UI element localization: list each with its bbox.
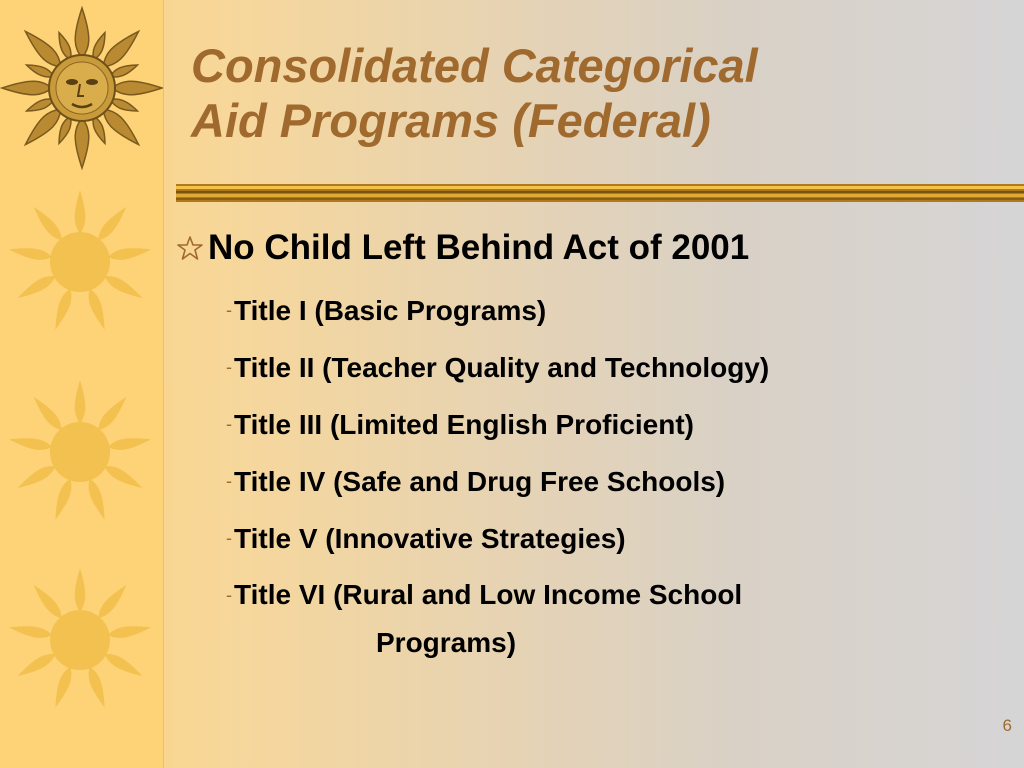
sun-icon bbox=[8, 190, 152, 331]
list-item-text: Title II (Teacher Quality and Technology) bbox=[234, 352, 770, 383]
left-decorative-strip bbox=[0, 0, 164, 768]
list-item-text bbox=[234, 571, 874, 667]
dash-marker: - bbox=[226, 300, 232, 320]
page-number: 6 bbox=[1002, 716, 1012, 735]
sun-decorations bbox=[0, 0, 163, 768]
list-item bbox=[226, 463, 874, 520]
main-bullet-text: No Child Left Behind Act of 2001 bbox=[208, 228, 750, 267]
list-item-text-line-2: Programs) bbox=[376, 627, 517, 658]
main-bullet bbox=[176, 226, 749, 270]
list-item bbox=[226, 406, 874, 463]
title-line-2: Aid Programs (Federal) bbox=[191, 94, 711, 147]
list-item bbox=[226, 520, 874, 577]
star-outline-icon bbox=[176, 234, 204, 262]
list-item-text: Title V (Innovative Strategies) bbox=[234, 523, 626, 554]
sun-icon bbox=[8, 380, 152, 521]
sun-icon bbox=[8, 568, 152, 709]
list-item-text: Title III (Limited English Proficient) bbox=[234, 409, 694, 440]
list-item bbox=[226, 292, 874, 349]
dash-marker: - bbox=[226, 528, 232, 548]
slide-title bbox=[191, 38, 1011, 148]
list-item bbox=[226, 577, 874, 667]
dash-marker: - bbox=[226, 357, 232, 377]
title-divider-rule bbox=[176, 182, 1024, 204]
list-item bbox=[226, 349, 874, 406]
list-item-text-line-1: Title VI (Rural and Low Income School bbox=[234, 579, 743, 610]
dash-marker: - bbox=[226, 585, 232, 605]
list-item-text: Title I (Basic Programs) bbox=[234, 295, 547, 326]
dash-marker: - bbox=[226, 414, 232, 434]
dash-marker: - bbox=[226, 471, 232, 491]
sun-face-icon bbox=[2, 8, 162, 168]
title-line-1: Consolidated Categorical bbox=[191, 39, 758, 92]
list-item-text: Title IV (Safe and Drug Free Schools) bbox=[234, 466, 726, 497]
sub-bullet-list bbox=[226, 292, 874, 667]
